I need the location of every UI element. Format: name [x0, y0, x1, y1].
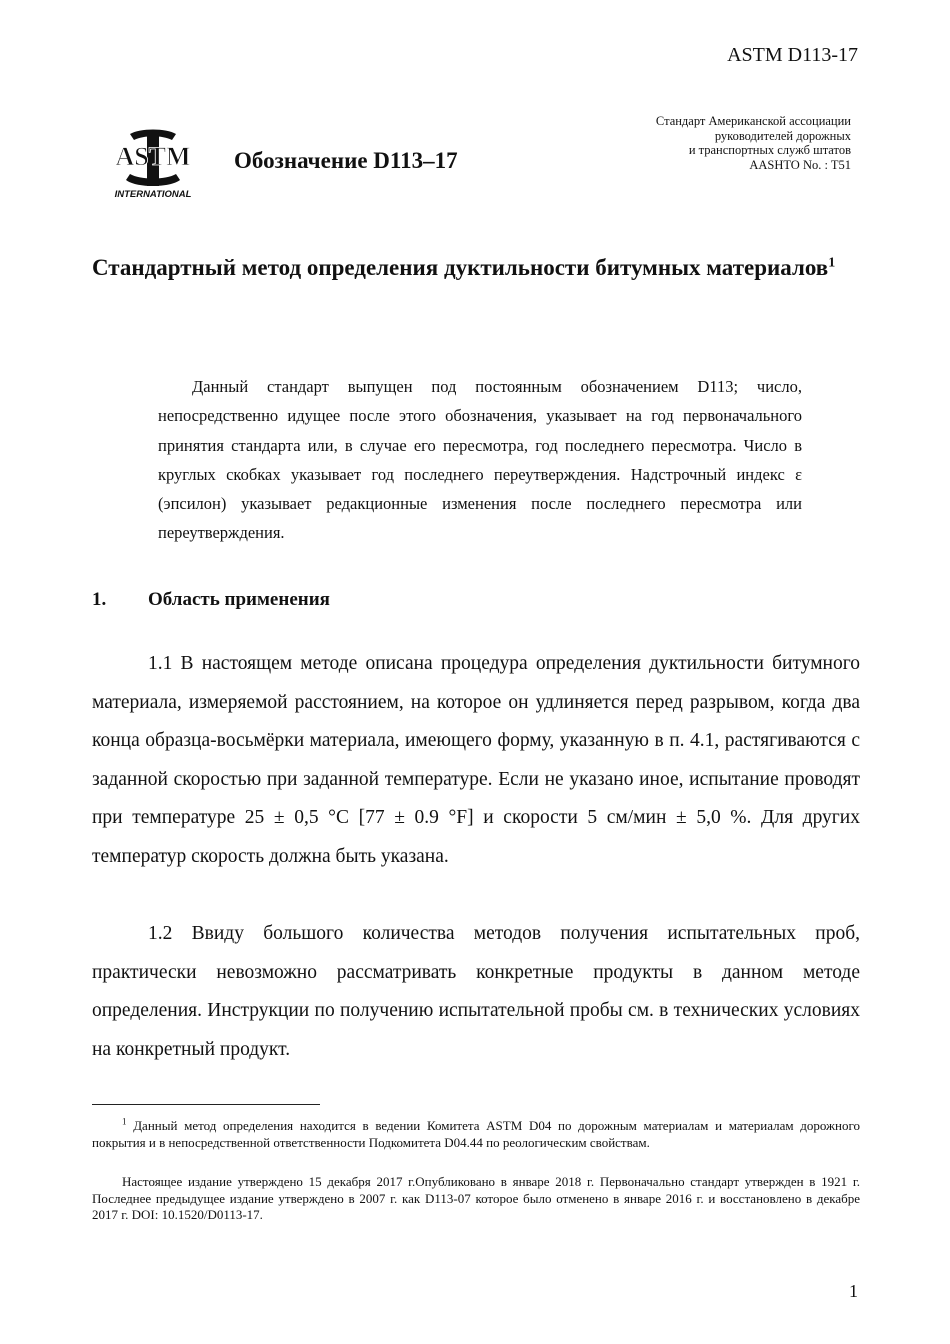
aashto-reference	[521, 114, 851, 172]
aashto-line: Стандарт Американской ассоциации	[655, 114, 851, 128]
aashto-line: и транспортных служб штатов	[688, 143, 851, 157]
section-1-heading	[92, 589, 330, 611]
title-footnote-mark[interactable]: 1	[828, 255, 836, 271]
paragraph-1-2: 1.2 Ввиду большого количества методов получения испытательных проб, практически невозможно рассматривать конкретные продукты в данном методе определения. Инструкции по получению испытательной пробы см. в технических условиях на конкретный продукт.	[92, 923, 860, 1060]
section-title: Область применения	[148, 589, 330, 610]
standard-title	[92, 248, 860, 288]
logo-text-bottom: INTERNATIONAL	[114, 189, 192, 200]
footnote-1-continuation: Настоящее издание утверждено 15 декабря 2017 г.Опубликовано в январе 2018 г. Первоначально стандарт утвержден в 1921 г. Последнее предыдущее издание утверждено в 2007 г. как D113-07 которое было отменено в январе 2016 г. и восстановлено в декабре 2017 г. DOI: 10.1520/D0113-17.	[92, 1174, 860, 1223]
header-document-code: ASTM D113-17	[727, 44, 858, 66]
aashto-line: AASHTO No. : T51	[749, 157, 851, 172]
designation-title: Обозначение D113–17	[234, 148, 458, 173]
logo-text-top: ASTM	[115, 142, 191, 171]
section-number: 1.	[92, 589, 107, 610]
footnote-divider	[92, 1104, 320, 1105]
astm-international-logo	[110, 128, 196, 200]
page-number: 1	[849, 1281, 858, 1301]
standard-title-text: Стандартный метод определения дуктильности битумных материалов	[92, 255, 829, 280]
footnote-1	[92, 1118, 860, 1151]
aashto-line: руководителей дорожных	[714, 128, 851, 143]
footnote-1-text: Данный метод определения находится в ведении Комитета ASTM D04 по дорожным материалам и материалам дорожного покрытия и в непосредственной ответственности Подкомитета D04.44 по реологическим свойствам.	[92, 1118, 861, 1150]
footnote-mark: 1	[122, 1116, 127, 1127]
intro-paragraph: Данный стандарт выпущен под постоянным обозначением D113; число, непосредственно идущее после этого обозначения, указывает на год первоначального принятия стандарта или, в случае его пересмотра, год последнего пересмотра. Число в круглых скобках указывает год последнего переутверждения. Надстрочный индекс ε (эпсилон) указывает редакционные изменения после последнего пересмотра или переутверждения.	[158, 377, 802, 543]
paragraph-1-1: 1.1 В настоящем методе описана процедура определения дуктильности битумного материала, измеряемой расстоянием, на которое он удлиняется перед разрывом, когда два конца образца-восьмёрки материала, имеющего форму, указанную в п. 4.1, растягиваются с заданной скоростью при заданной температуре. Если не указано иное, испытание проводят при температуре 25 ± 0,5 °C [77 ± 0.9 °F] и скорости 5 см/мин ± 5,0 %. Для других температур скорость должна быть указана.	[92, 653, 860, 867]
